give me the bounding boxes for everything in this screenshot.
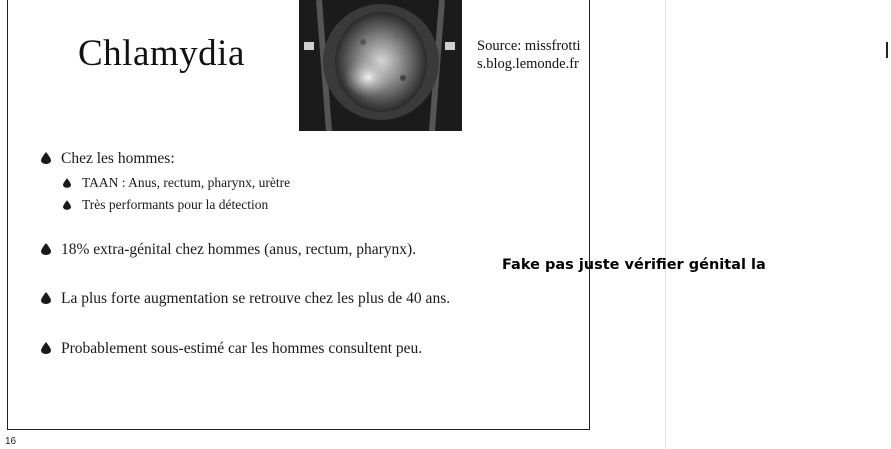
sub-bullet-icon	[63, 200, 71, 210]
bullet-text: Probablement sous-estimé car les hommes consultent peu.	[61, 340, 423, 357]
slide-title: Chlamydia	[78, 33, 245, 74]
bullet-text: 18% extra-génital chez hommes (anus, rectum, pharynx).	[61, 241, 417, 258]
bullet-item	[41, 290, 450, 308]
bullet-item	[41, 150, 175, 168]
bullet-item	[41, 241, 416, 259]
sub-bullet-item	[63, 175, 290, 191]
page-divider	[665, 0, 666, 449]
source-citation: Source: missfrottis.blog.lemonde.fr	[477, 38, 581, 72]
bullet-icon	[41, 342, 51, 354]
sub-bullet-text: TAAN : Anus, rectum, pharynx, urètre	[82, 175, 291, 190]
bullet-icon	[41, 152, 51, 164]
text-cursor	[886, 42, 888, 58]
annotation-note[interactable]: Fake pas juste vérifier génital la	[502, 257, 766, 273]
bullet-item	[41, 340, 422, 358]
sub-bullet-icon	[63, 178, 71, 188]
sub-bullet-text: Très performants pour la détection	[82, 197, 269, 212]
bullet-text: Chez les hommes:	[61, 150, 175, 167]
photo-image	[299, 0, 462, 131]
bullet-text: La plus forte augmentation se retrouve chez les plus de 40 ans.	[61, 290, 451, 307]
bullet-icon	[41, 243, 51, 255]
bullet-icon	[41, 292, 51, 304]
photo-chlamydia	[299, 0, 462, 131]
page-number: 16	[5, 436, 17, 447]
sub-bullet-item	[63, 197, 268, 213]
